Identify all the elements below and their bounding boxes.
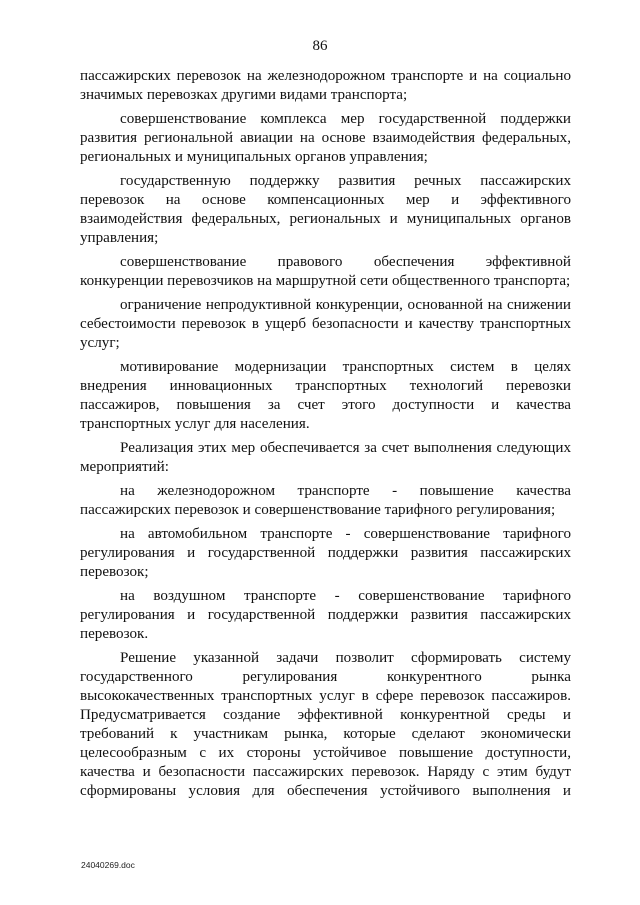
paragraph: совершенствование правового обеспечения эффективной конкуренции перевозчиков на маршрутной сети общественного транспорта; — [80, 254, 571, 289]
paragraph: ограничение непродуктивной конкуренции, основанной на снижении себестоимости перевозок в ущерб безопасности и качеству транспортных услуг; — [80, 297, 571, 351]
paragraph: на автомобильном транспорте - совершенствование тарифного регулирования и государственной поддержки развития пассажирских перевозок; — [80, 526, 571, 580]
paragraph: государственную поддержку развития речных пассажирских перевозок на основе компенсационных мер и эффективного взаимодействия федеральных, региональных и муниципальных органов управления; — [80, 173, 571, 246]
paragraph: на воздушном транспорте - совершенствование тарифного регулирования и государственной поддержки развития пассажирских перевозок. — [80, 588, 571, 642]
paragraph: Решение указанной задачи позволит сформировать систему государственного регулирования конкурентного рынка высококачественных транспортных услуг в сфере перевозок пассажиров. Предусматривается создание эффективной конкурентной среды и требований к участникам рынка, которые сделают экономически целесообразным с их стороны устойчивое повышение доступности, качества и безопасности пассажирских перевозок. Наряду с этим будут сформированы условия для обеспечения устойчивого выполнения и — [80, 650, 571, 799]
paragraph: мотивирование модернизации транспортных систем в целях внедрения инновационных транспортных технологий перевозки пассажиров, повышения за счет этого доступности и качества транспортных услуг для населения. — [80, 359, 571, 432]
page-number: 86 — [312, 38, 328, 54]
body-text — [80, 67, 571, 806]
document-filename: 24040269.doc — [81, 860, 135, 870]
paragraph: Реализация этих мер обеспечивается за счет выполнения следующих мероприятий: — [80, 440, 571, 475]
paragraph: на железнодорожном транспорте - повышение качества пассажирских перевозок и совершенствование тарифного регулирования; — [80, 483, 571, 518]
paragraph-continuation: пассажирских перевозок на железнодорожном транспорте и на социально значимых перевозках другими видами транспорта; — [80, 68, 571, 103]
paragraph: совершенствование комплекса мер государственной поддержки развития региональной авиации на основе взаимодействия федеральных, региональных и муниципальных органов управления; — [80, 111, 571, 165]
